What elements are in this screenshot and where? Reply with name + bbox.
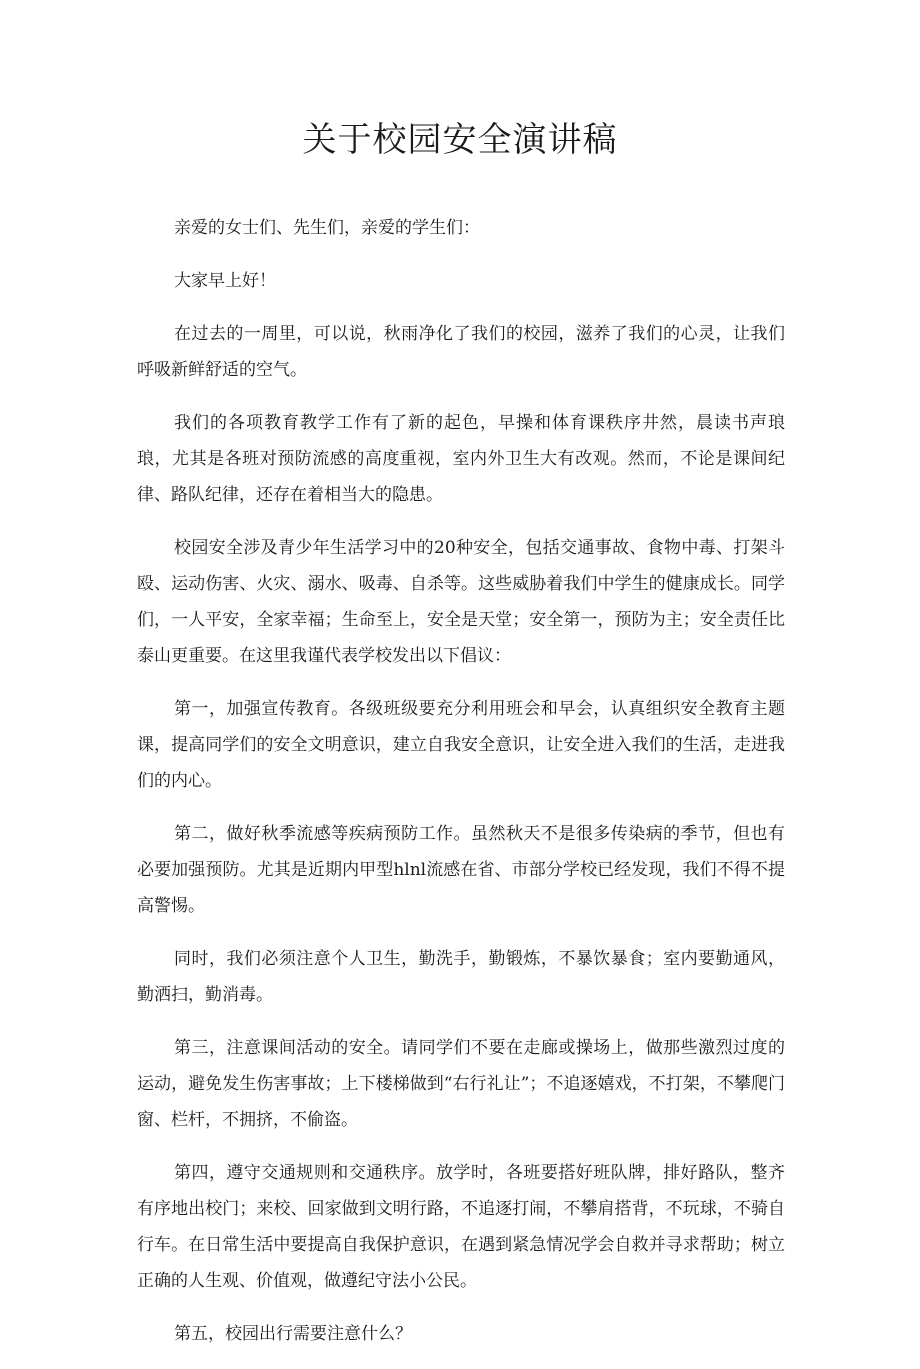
paragraph: 我们的各项教育教学工作有了新的起色，早操和体育课秩序井然，晨读书声琅琅，尤其是各班对预防流感的高度重视，室内外卫生大有改观。然而，不论是课间纪律、路队纪律，还存在着相当大的隐患。 bbox=[137, 413, 785, 505]
document-body bbox=[137, 210, 785, 1369]
paragraph-point-3: 第三，注意课间活动的安全。请同学们不要在走廊或操场上，做那些激烈过度的运动，避免发生伤害事故；上下楼梯做到“右行礼让”；不追逐嬉戏，不打架，不攀爬门窗、栏杆，不拥挤，不偷盗。 bbox=[137, 1038, 785, 1130]
document-title: 关于校园安全演讲稿 bbox=[302, 120, 618, 160]
paragraph: 校园安全涉及青少年生活学习中的20种安全，包括交通事故、食物中毒、打架斗殴、运动伤害、火灾、溺水、吸毒、自杀等。这些威胁着我们中学生的健康成长。同学们，一人平安，全家幸福；生命至上，安全是天堂；安全第一，预防为主；安全责任比泰山更重要。在这里我谨代表学校发出以下倡议： bbox=[137, 538, 785, 666]
paragraph-point-4: 第四，遵守交通规则和交通秩序。放学时，各班要搭好班队牌，排好路队，整齐有序地出校门；来校、回家做到文明行路，不追逐打闹，不攀肩搭背，不玩球，不骑自行车。在日常生活中要提高自我保护意识，在遇到紧急情况学会自救并寻求帮助；树立正确的人生观、价值观，做遵纪守法小公民。 bbox=[137, 1163, 785, 1291]
paragraph: 在过去的一周里，可以说，秋雨净化了我们的校园，滋养了我们的心灵，让我们呼吸新鲜舒适的空气。 bbox=[137, 324, 785, 380]
paragraph-greeting: 大家早上好！ bbox=[174, 271, 276, 291]
paragraph-salutation: 亲爱的女士们、先生们，亲爱的学生们： bbox=[174, 218, 480, 238]
paragraph-point-1: 第一，加强宣传教育。各级班级要充分利用班会和早会，认真组织安全教育主题课，提高同学们的安全文明意识，建立自我安全意识，让安全进入我们的生活，走进我们的内心。 bbox=[137, 699, 785, 791]
paragraph: 同时，我们必须注意个人卫生，勤洗手，勤锻炼，不暴饮暴食；室内要勤通风，勤洒扫，勤消毒。 bbox=[137, 949, 785, 1005]
paragraph-point-2: 第二，做好秋季流感等疾病预防工作。虽然秋天不是很多传染病的季节，但也有必要加强预防。尤其是近期内甲型hlnl流感在省、市部分学校已经发现，我们不得不提高警惕。 bbox=[137, 824, 785, 916]
paragraph-point-5: 第五，校园出行需要注意什么？ bbox=[174, 1324, 412, 1344]
